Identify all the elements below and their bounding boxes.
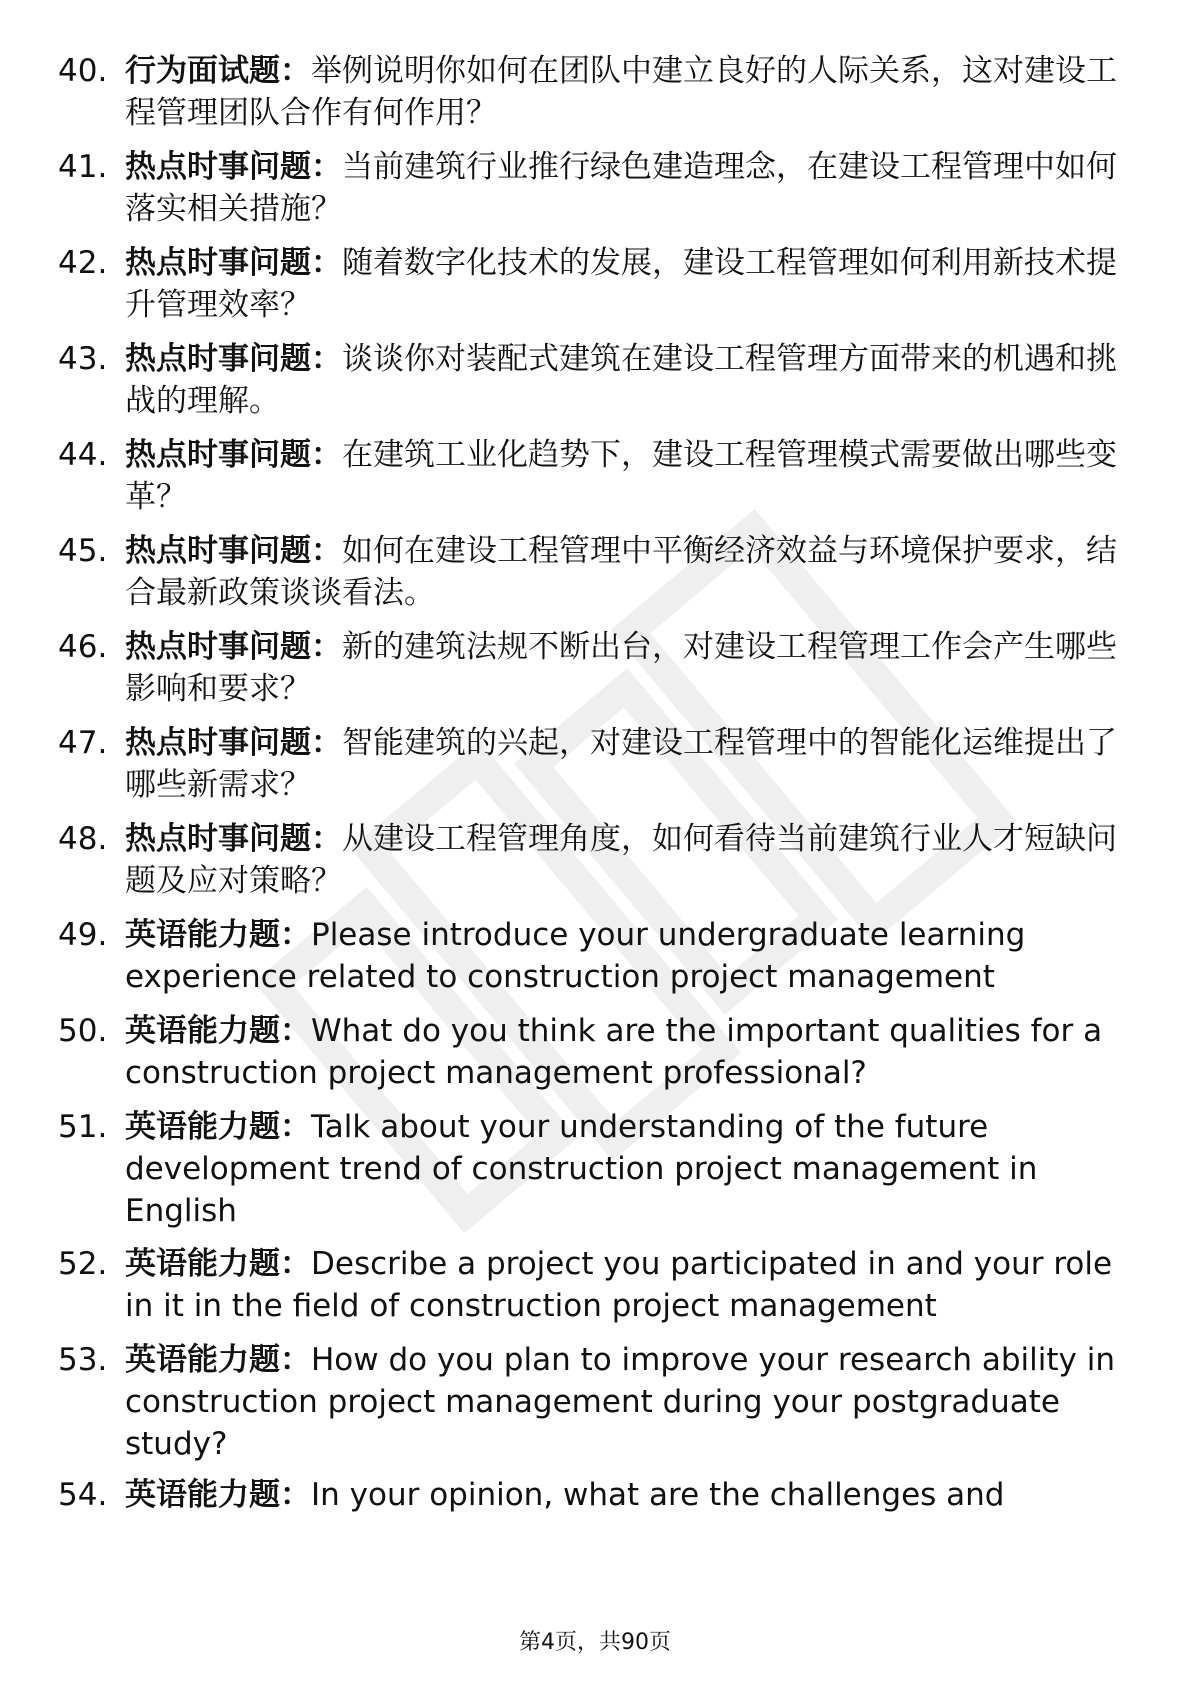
question-body bbox=[125, 1474, 1138, 1516]
question-text: In your opinion, what are the challenges and bbox=[311, 1477, 1005, 1513]
question-number: 44. bbox=[58, 437, 108, 473]
question-category: 热点时事问题： bbox=[125, 629, 342, 665]
question-number: 46. bbox=[58, 629, 108, 665]
question-text: Please introduce your undergraduate learning experience related to construction project management bbox=[125, 917, 1026, 995]
page-footer: 第4页，共90页 bbox=[519, 1630, 671, 1655]
question-category: 英语能力题： bbox=[125, 1246, 311, 1282]
question-number: 41. bbox=[58, 149, 108, 185]
question-number: 52. bbox=[58, 1246, 108, 1282]
question-item bbox=[58, 1243, 1138, 1327]
question-body bbox=[125, 434, 1138, 518]
question-item bbox=[58, 914, 1138, 998]
question-text: 如何在建设工程管理中平衡经济效益与环境保护要求，结合最新政策谈谈看法。 bbox=[125, 533, 1117, 611]
question-category: 热点时事问题： bbox=[125, 821, 342, 857]
question-category: 热点时事问题： bbox=[125, 245, 342, 281]
question-category: 英语能力题： bbox=[125, 917, 311, 953]
question-number: 42. bbox=[58, 245, 108, 281]
question-body bbox=[125, 722, 1138, 806]
question-text: Talk about your understanding of the future development trend of construction project management in English bbox=[125, 1109, 1038, 1229]
question-category: 英语能力题： bbox=[125, 1013, 311, 1049]
question-number: 43. bbox=[58, 341, 108, 377]
question-item bbox=[58, 1106, 1138, 1232]
question-text: 在建筑工业化趋势下，建设工程管理模式需要做出哪些变革？ bbox=[125, 437, 1117, 515]
question-text: How do you plan to improve your research ability in construction project management during your postgraduate study? bbox=[125, 1342, 1116, 1462]
question-body bbox=[125, 1106, 1138, 1232]
question-body bbox=[125, 1010, 1138, 1094]
question-text: 举例说明你如何在团队中建立良好的人际关系，这对建设工程管理团队合作有何作用？ bbox=[125, 53, 1117, 131]
question-item bbox=[58, 338, 1138, 422]
question-item bbox=[58, 1474, 1138, 1516]
question-number: 47. bbox=[58, 725, 108, 761]
question-category: 英语能力题： bbox=[125, 1342, 311, 1378]
question-item bbox=[58, 530, 1138, 614]
question-text: Describe a project you participated in and your role in it in the field of construction project management bbox=[125, 1246, 1113, 1324]
question-number: 54. bbox=[58, 1477, 108, 1513]
question-body bbox=[125, 50, 1138, 134]
question-number: 48. bbox=[58, 821, 108, 857]
question-item bbox=[58, 434, 1138, 518]
question-item bbox=[58, 50, 1138, 134]
question-number: 50. bbox=[58, 1013, 108, 1049]
question-item bbox=[58, 626, 1138, 710]
question-text: 从建设工程管理角度，如何看待当前建筑行业人才短缺问题及应对策略？ bbox=[125, 821, 1117, 899]
question-category: 热点时事问题： bbox=[125, 341, 342, 377]
question-body bbox=[125, 914, 1138, 998]
question-item bbox=[58, 146, 1138, 230]
question-body bbox=[125, 146, 1138, 230]
question-body bbox=[125, 530, 1138, 614]
question-category: 英语能力题： bbox=[125, 1109, 311, 1145]
question-text: 智能建筑的兴起，对建设工程管理中的智能化运维提出了哪些新需求？ bbox=[125, 725, 1117, 803]
question-category: 热点时事问题： bbox=[125, 725, 342, 761]
question-item bbox=[58, 818, 1138, 902]
question-category: 热点时事问题： bbox=[125, 533, 342, 569]
question-item bbox=[58, 1339, 1138, 1465]
question-text: 谈谈你对装配式建筑在建设工程管理方面带来的机遇和挑战的理解。 bbox=[125, 341, 1117, 419]
question-item bbox=[58, 242, 1138, 326]
question-text: 随着数字化技术的发展，建设工程管理如何利用新技术提升管理效率？ bbox=[125, 245, 1117, 323]
question-item bbox=[58, 1010, 1138, 1094]
question-text: 当前建筑行业推行绿色建造理念，在建设工程管理中如何落实相关措施？ bbox=[125, 149, 1117, 227]
question-body bbox=[125, 626, 1138, 710]
question-category: 行为面试题： bbox=[125, 53, 311, 89]
question-body bbox=[125, 338, 1138, 422]
question-number: 40. bbox=[58, 53, 108, 89]
question-body bbox=[125, 242, 1138, 326]
question-body bbox=[125, 1243, 1138, 1327]
question-number: 49. bbox=[58, 917, 108, 953]
question-category: 热点时事问题： bbox=[125, 437, 342, 473]
question-number: 45. bbox=[58, 533, 108, 569]
question-text: What do you think are the important qualities for a construction project management professional? bbox=[125, 1013, 1103, 1091]
question-body bbox=[125, 1339, 1138, 1465]
question-number: 53. bbox=[58, 1342, 108, 1378]
question-text: 新的建筑法规不断出台，对建设工程管理工作会产生哪些影响和要求？ bbox=[125, 629, 1117, 707]
question-number: 51. bbox=[58, 1109, 108, 1145]
question-category: 热点时事问题： bbox=[125, 149, 342, 185]
question-item bbox=[58, 722, 1138, 806]
question-category: 英语能力题： bbox=[125, 1477, 311, 1513]
question-body bbox=[125, 818, 1138, 902]
